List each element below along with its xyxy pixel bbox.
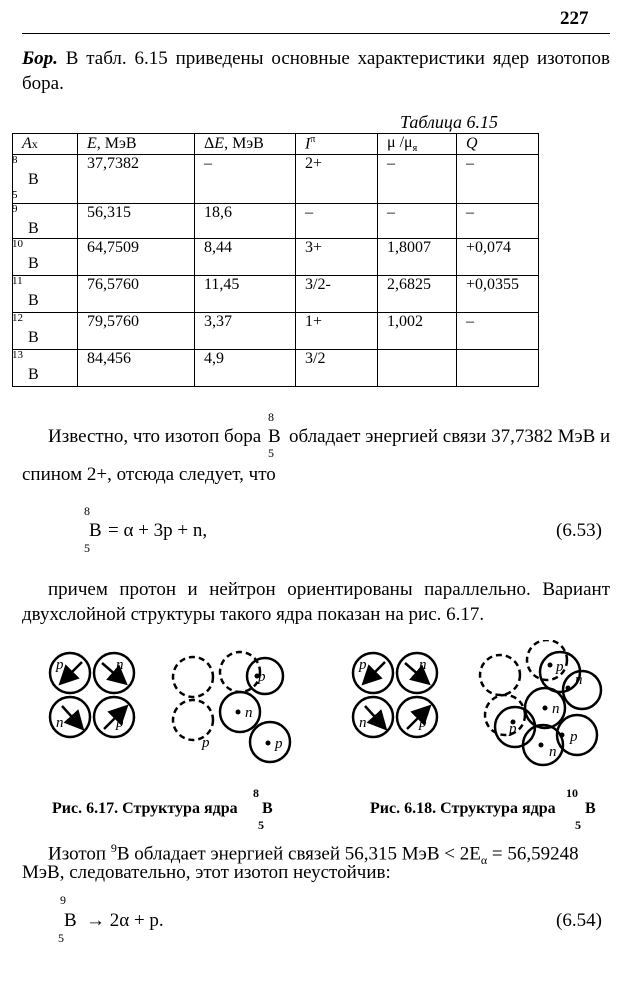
table-row bbox=[13, 204, 539, 239]
cell-magnetic-moment: 1,8007 bbox=[378, 239, 457, 276]
fig618-label-n1: n bbox=[419, 657, 427, 673]
isotope-element: B bbox=[28, 366, 39, 384]
para1-element: B bbox=[268, 426, 281, 447]
para1-atomic-number: 5 bbox=[268, 446, 274, 460]
eq654-rhs: → 2α + p. bbox=[86, 910, 164, 931]
cell-magnetic-moment: 2,6825 bbox=[378, 276, 457, 313]
table-header-row bbox=[13, 134, 539, 155]
isotope-element: B bbox=[28, 171, 39, 189]
isotope-mass-number: 10 bbox=[12, 238, 23, 251]
fig618-label-p3: p bbox=[556, 659, 564, 675]
fig617-label-p4: p bbox=[202, 735, 210, 751]
caption-fig618: Рис. 6.18. Структура ядра bbox=[370, 800, 556, 817]
para3-line2: МэВ, следовательно, этот изотоп неустойчив: bbox=[22, 862, 391, 883]
isotope-element: B bbox=[28, 220, 39, 238]
fig617-label-n3: n bbox=[245, 705, 253, 721]
cell-quadrupole: – bbox=[457, 204, 539, 239]
section-lead: Бор. bbox=[22, 48, 58, 69]
cell-spin: 2+ bbox=[296, 155, 378, 204]
cell-magnetic-moment: 1,002 bbox=[378, 313, 457, 350]
cell-isotope bbox=[13, 350, 78, 387]
col-header-spin: $I^\pi$ bbox=[296, 134, 378, 155]
fig617-label-n2: n bbox=[56, 715, 64, 731]
col-header-magnetic-moment: μ $/\mu_я$ bbox=[378, 134, 457, 155]
fig618-label-p1: p bbox=[359, 657, 367, 673]
fig618-label-p5: p bbox=[570, 729, 578, 745]
table-row bbox=[13, 276, 539, 313]
cell-isotope bbox=[13, 155, 78, 204]
cell-delta-energy: 3,37 bbox=[195, 313, 296, 350]
caption-fig617-mass: 8 bbox=[253, 786, 259, 800]
fig617-outer-nucleons bbox=[173, 652, 290, 762]
table-row bbox=[13, 155, 539, 204]
fig617-label-p3: p bbox=[258, 669, 266, 685]
page-number: 227 bbox=[560, 8, 589, 29]
isotope-element: B bbox=[28, 329, 39, 347]
para1-line2: спином 2+, отсюда следует, что bbox=[22, 464, 276, 485]
caption-fig618-mass: 10 bbox=[566, 786, 578, 800]
fig618-label-n3: n bbox=[552, 701, 560, 717]
intro-paragraph bbox=[22, 46, 610, 96]
cell-delta-energy: 18,6 bbox=[195, 204, 296, 239]
fig618-label-n4: n bbox=[575, 672, 583, 688]
para1-mass-number: 8 bbox=[268, 410, 274, 424]
caption-fig617-element: B bbox=[262, 800, 273, 817]
eq654-mass-number: 9 bbox=[60, 893, 66, 907]
table-caption: Таблица 6.15 bbox=[400, 112, 499, 132]
fig617-label-p5: p bbox=[275, 736, 283, 752]
header-rule bbox=[22, 33, 610, 34]
eq653-number: (6.53) bbox=[556, 520, 602, 541]
isotope-element: B bbox=[28, 255, 39, 273]
cell-quadrupole: +0,0355 bbox=[457, 276, 539, 313]
intro-text: В табл. 6.15 приведены основные характеристики ядер изотопов бора. bbox=[22, 48, 610, 94]
eq653-atomic-number: 5 bbox=[84, 541, 90, 555]
cell-isotope bbox=[13, 313, 78, 350]
fig617-label-n1: n bbox=[116, 657, 124, 673]
cell-delta-energy: 4,9 bbox=[195, 350, 296, 387]
cell-isotope bbox=[13, 276, 78, 313]
cell-energy: 64,7509 bbox=[78, 239, 195, 276]
cell-magnetic-moment: – bbox=[378, 155, 457, 204]
isotope-table bbox=[12, 133, 539, 387]
fig618-label-n5: n bbox=[549, 744, 557, 760]
para3-sub: α bbox=[480, 853, 488, 868]
cell-quadrupole: – bbox=[457, 155, 539, 204]
cell-quadrupole: +0,074 bbox=[457, 239, 539, 276]
cell-spin: – bbox=[296, 204, 378, 239]
cell-energy: 79,5760 bbox=[78, 313, 195, 350]
isotope-mass-number: 8 bbox=[12, 154, 18, 167]
cell-delta-energy: 11,45 bbox=[195, 276, 296, 313]
para3-text3: = 56,59248 bbox=[487, 843, 579, 865]
col-header-isotope: Ax bbox=[13, 134, 78, 155]
cell-delta-energy: 8,44 bbox=[195, 239, 296, 276]
para3-text1: Изотоп bbox=[48, 843, 107, 865]
cell-energy: 56,315 bbox=[78, 204, 195, 239]
col-header-quadrupole: Q bbox=[457, 134, 539, 155]
isotope-element: B bbox=[28, 292, 39, 310]
nucleus-figures bbox=[0, 640, 626, 780]
cell-quadrupole bbox=[457, 350, 539, 387]
caption-fig618-element: B bbox=[585, 800, 596, 817]
isotope-atomic-number: 5 bbox=[12, 189, 18, 202]
eq654-number: (6.54) bbox=[556, 910, 602, 931]
cell-isotope bbox=[13, 204, 78, 239]
isotope-mass-number: 13 bbox=[12, 349, 23, 362]
cell-energy: 76,5760 bbox=[78, 276, 195, 313]
eq653-element: B bbox=[89, 520, 102, 541]
para2: причем протон и нейтрон ориентированы параллельно. Вариант двухслойной структуры такого ядра показан на рис. 6.17. bbox=[22, 579, 610, 625]
cell-quadrupole: – bbox=[457, 313, 539, 350]
para1-line1 bbox=[48, 424, 261, 449]
caption-fig618-z: 5 bbox=[575, 818, 581, 832]
cell-isotope bbox=[13, 239, 78, 276]
fig617-label-p1: p bbox=[56, 657, 64, 673]
cell-spin: 3/2 bbox=[296, 350, 378, 387]
isotope-mass-number: 12 bbox=[12, 312, 23, 325]
eq653-rhs: = α + 3p + n, bbox=[108, 520, 208, 541]
cell-energy: 37,7382 bbox=[78, 155, 195, 204]
cell-spin: 3/2- bbox=[296, 276, 378, 313]
fig618-label-n2: n bbox=[359, 715, 367, 731]
cell-delta-energy: – bbox=[195, 155, 296, 204]
caption-fig617-z: 5 bbox=[258, 818, 264, 832]
table-row bbox=[13, 313, 539, 350]
fig618-label-p4: p bbox=[509, 721, 517, 737]
eq654-atomic-number: 5 bbox=[58, 931, 64, 945]
eq654-element: B bbox=[64, 910, 77, 931]
cell-energy: 84,456 bbox=[78, 350, 195, 387]
cell-magnetic-moment: – bbox=[378, 204, 457, 239]
para3-text2: B обладает энергией связей 56,315 МэВ < 2E bbox=[116, 843, 481, 865]
para3-mass-number: 9 bbox=[110, 841, 117, 855]
para1-text-before: Известно, что изотоп бора bbox=[48, 426, 262, 447]
fig617-label-p2: p bbox=[116, 715, 124, 731]
table-row bbox=[13, 239, 539, 276]
cell-spin: 3+ bbox=[296, 239, 378, 276]
fig618-label-p2: p bbox=[419, 715, 427, 731]
para1-text-after: обладает энергией связи 37,7382 МэВ и bbox=[289, 426, 611, 447]
caption-fig617: Рис. 6.17. Структура ядра bbox=[52, 800, 238, 817]
table-row bbox=[13, 350, 539, 387]
col-header-energy: E, МэВ bbox=[78, 134, 195, 155]
isotope-mass-number: 11 bbox=[12, 275, 23, 288]
cell-magnetic-moment bbox=[378, 350, 457, 387]
eq653-mass-number: 8 bbox=[84, 504, 90, 518]
col-header-delta-energy: ΔE, МэВ bbox=[195, 134, 296, 155]
isotope-mass-number: 9 bbox=[12, 203, 18, 216]
cell-spin: 1+ bbox=[296, 313, 378, 350]
